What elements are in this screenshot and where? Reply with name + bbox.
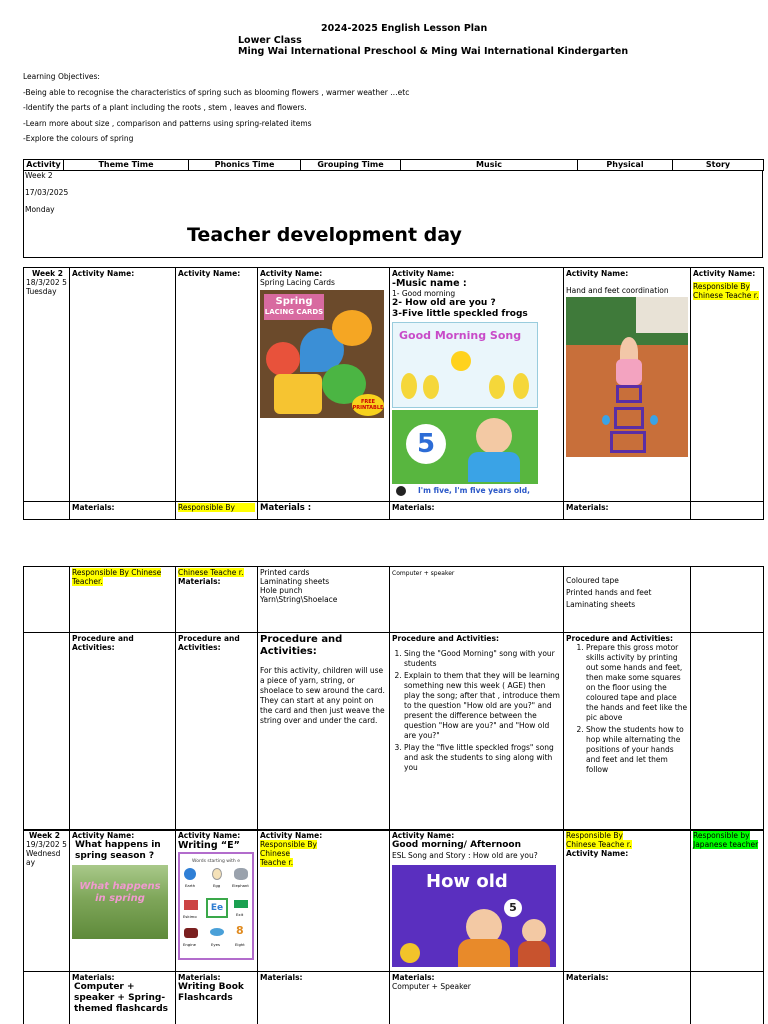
monday-date: 17/03/2025 [25,188,69,197]
tuesday-story-cell [691,268,764,502]
activity-name-label: Activity Name: [178,831,241,840]
physical-material-1: Coloured tape [566,576,619,585]
tuesday-music-cell [390,268,564,502]
wednesday-grouping-cell [258,830,390,972]
grouping-material-1: Printed cards [260,568,310,577]
music-materials-text: Computer + Speaker [392,982,471,991]
lacing-free-badge: FREE PRINTABLE [352,394,384,416]
procedure-label: Procedure and Activities: [392,634,499,643]
wednesday-theme-cell [70,830,176,972]
music-step-2: 2. Explain to them that they will be learning something new this week ( AGE) then play the song; after that , introduce them to the question "How old are you?" and present the difference between the question "How are you?" and "How old are you?" [404,671,561,741]
materials-label: Materials : [260,503,312,513]
theme-activity-title: What happens in spring season ? [75,840,161,861]
activity-name-label: Activity Name: [178,269,241,278]
five-years-caption: I'm five, I'm five years old, [392,484,538,498]
grouping-responsible-chinese: Responsible By Chinese Teache r. [260,840,317,867]
words-starting-with-e-image: Words starting with e Ee Earth Egg Elephant Exit Eskimo Engine Eyes 8 Eight [178,852,254,960]
tuesday-day: Tuesday [26,287,57,296]
continuation-table [23,566,764,831]
objective-item: -Learn more about size , comparison and patterns using spring-related items [23,119,312,128]
music-materials: Computer + speaker [392,570,455,577]
cont-theme-responsible-cell [70,567,176,633]
wednesday-table [23,829,764,1024]
materials-label: Materials: [178,577,221,586]
materials-label: Materials: [178,973,221,982]
spring-img-text: What happens in spring [79,881,161,904]
letter-ee: Ee [206,898,228,918]
theme-materials-text: Computer + speaker + Spring-themed flashcards [74,982,169,1014]
tuesday-day-foot [24,502,70,520]
tuesday-music-materials [390,502,564,520]
cont-day-cell [24,567,70,633]
good-morning-song-image [392,322,538,408]
cont-phonics-cell [176,567,258,633]
activity-name-label: Activity Name: [260,831,323,840]
wednesday-story-materials [691,972,764,1024]
grouping-material-4: Yarn\String\Shoelace [260,595,338,604]
activity-name-label: Activity Name: [566,849,629,858]
phonics-responsible-chinese: Chinese Teache r. [178,568,244,577]
grouping-procedure-text: For this activity, children will use a piece of yarn, string, or shoelace to sew around the card. They can start at any point on the card and then just weave the string over and under the card. [260,666,385,725]
good-morning-img-text: Good Morning Song [399,329,522,342]
tuesday-story-materials [691,502,764,520]
wednesday-day-cell [24,830,70,972]
music-item-3: 3-Five little speckled frogs [392,309,528,319]
phonics-word: Elephant [232,883,249,888]
music-activity-title: Good morning/ Afternoon [392,840,521,850]
col-grouping-time: Grouping Time [301,160,401,171]
phonics-materials-text: Writing Book Flashcards [178,982,244,1003]
cont-day-cell [24,633,70,831]
tuesday-day-cell [24,268,70,502]
materials-label: Materials: [392,973,435,982]
procedure-label: Procedure and Activities: [178,634,240,652]
phonics-activity-title: Writing “E” [178,840,240,851]
tuesday-theme-cell [70,268,176,502]
activity-name-label: Activity Name: [392,269,455,278]
music-item-2: 2- How old are you ? [392,298,496,308]
procedure-label: Procedure and Activities: [566,634,673,643]
tuesday-physical-materials [564,502,691,520]
phonics-word: Eskimo [183,914,197,919]
col-story: Story [673,160,764,171]
physical-responsible-chinese: Responsible By Chinese Teache r. [566,831,632,849]
wednesday-day-foot [24,972,70,1024]
activity-name-label: Activity Name: [72,269,135,278]
music-name-label: -Music name : [392,278,467,289]
wednesday-phonics-cell [176,830,258,972]
physical-material-2: Printed hands and feet [566,588,652,597]
phonics-responsible-by: Responsible By [178,503,255,512]
teacher-development-day: Teacher development day [187,224,462,246]
monday-week: Week 2 [25,171,53,180]
school-name: Ming Wai International Preschool & Ming Wai International Kindergarten [238,46,629,57]
objective-item: -Identify the parts of a plant including the roots , stem , leaves and flowers. [23,103,307,112]
phonics-word: Eyes [211,942,220,947]
col-activity: Activity [24,160,64,171]
what-happens-in-spring-image [72,865,168,939]
tuesday-grouping-cell [258,268,390,502]
cont-story-cell [691,567,764,633]
how-old-img-text: How old [426,871,508,892]
wednesday-story-cell [691,830,764,972]
phonics-word: Eight [235,942,245,947]
phonics-img-title: Words starting with e [192,859,240,864]
materials-label: Materials: [566,973,609,982]
materials-label: Materials: [72,973,115,982]
physical-procedure-steps [586,643,688,775]
activity-name-label: Activity Name: [566,269,629,278]
materials-label: Materials: [72,503,115,512]
music-procedure-steps [404,649,561,773]
music-step-1: 1. Sing the "Good Morning" song with your students [404,649,561,669]
wednesday-day: Wednesd ay [26,849,61,867]
cont-grouping-materials-cell [258,567,390,633]
cont-story-cell [691,633,764,831]
cont-phonics-procedure-cell [176,633,258,831]
physical-material-3: Laminating sheets [566,600,636,609]
wednesday-physical-cell [564,830,691,972]
wednesday-grouping-materials [258,972,390,1024]
wednesday-theme-materials [70,972,176,1024]
tuesday-physical-cell [564,268,691,502]
tuesday-table [23,267,764,520]
physical-activity-title: Hand and feet coordination [566,286,669,295]
lesson-plan-title: 2024-2025 English Lesson Plan [321,23,488,34]
objective-item: -Explore the colours of spring [23,134,134,143]
objectives-heading: Learning Objectives: [23,72,100,81]
story-responsible-japanese: Responsible by Japanese teacher [693,831,759,849]
activity-name-label: Activity Name: [72,831,135,840]
how-old-img-number: 5 [504,899,522,917]
activity-name-label: Activity Name: [260,269,323,278]
tuesday-grouping-materials [258,502,390,520]
cont-music-materials-cell [390,567,564,633]
five-number-image-text: 5 [406,424,446,464]
col-physical: Physical [578,160,673,171]
music-step-3: 3. Play the "five little speckled frogs" song and ask the students to sing along with you [404,743,561,773]
grouping-material-3: Hole punch [260,586,303,595]
physical-step-1: 1. Prepare this gross motor skills activity by printing out some hands and feet, then make some squares on the floor using the coloured tape and place the hands and feet like the pic above [586,643,688,723]
grouping-activity-title: Spring Lacing Cards [260,278,335,287]
cont-physical-procedure-cell [564,633,691,831]
col-phonics-time: Phonics Time [189,160,301,171]
music-item-1: 1- Good morning [392,289,456,298]
story-responsible-chinese: Responsible By Chinese Teache r. [693,282,759,300]
wednesday-phonics-materials [176,972,258,1024]
grouping-material-2: Laminating sheets [260,577,330,586]
how-old-are-you-video-image [392,410,538,498]
wednesday-music-cell [390,830,564,972]
col-theme-time: Theme Time [64,160,189,171]
wednesday-physical-materials [564,972,691,1024]
tuesday-theme-materials [70,502,176,520]
tuesday-week: Week 2 [32,269,63,278]
wednesday-week: Week 2 [29,831,60,840]
procedure-label: Procedure and Activities: [72,634,134,652]
lacing-img-spring: Spring [275,296,313,307]
music-activity-subtitle: ESL Song and Story : How old are you? [392,851,538,860]
procedure-label: Procedure and Activities: [260,634,343,657]
phonics-word: Earth [185,883,196,888]
phonics-word: Egg [213,883,221,888]
how-old-are-you-story-image [392,865,556,967]
theme-responsible-chinese: Responsible By Chinese Teacher. [72,568,162,586]
physical-step-2: 2. Show the students how to hop while alternating the positions of your hands and feet and let them follow [586,725,688,775]
wednesday-music-materials [390,972,564,1024]
col-music: Music [401,160,578,171]
monday-day: Monday [25,205,55,214]
activity-name-label: Activity Name: [392,831,455,840]
objective-item: -Being able to recognise the characteristics of spring such as blooming flowers , warmer weather …etc [23,88,410,97]
wednesday-date: 19/3/202 5 [26,840,67,849]
cont-grouping-procedure-cell [258,633,390,831]
cont-theme-procedure-cell [70,633,176,831]
tuesday-phonics-cell [176,268,258,502]
materials-label: Materials: [260,973,303,982]
monday-row [23,170,763,258]
phonics-word: Engine [183,942,197,947]
class-name: Lower Class [238,35,302,46]
lacing-img-title: LACING CARDS [264,308,324,316]
materials-label: Materials: [566,503,609,512]
cont-music-procedure-cell [390,633,564,831]
phonics-word: Exit [236,912,244,917]
tuesday-phonics-materials [176,502,258,520]
hand-feet-hopscotch-image [566,297,688,457]
cont-physical-materials-cell [564,567,691,633]
spring-lacing-cards-image [260,290,384,418]
tuesday-date: 18/3/202 5 [26,278,67,287]
materials-label: Materials: [392,503,435,512]
activity-name-label: Activity Name: [693,269,756,278]
